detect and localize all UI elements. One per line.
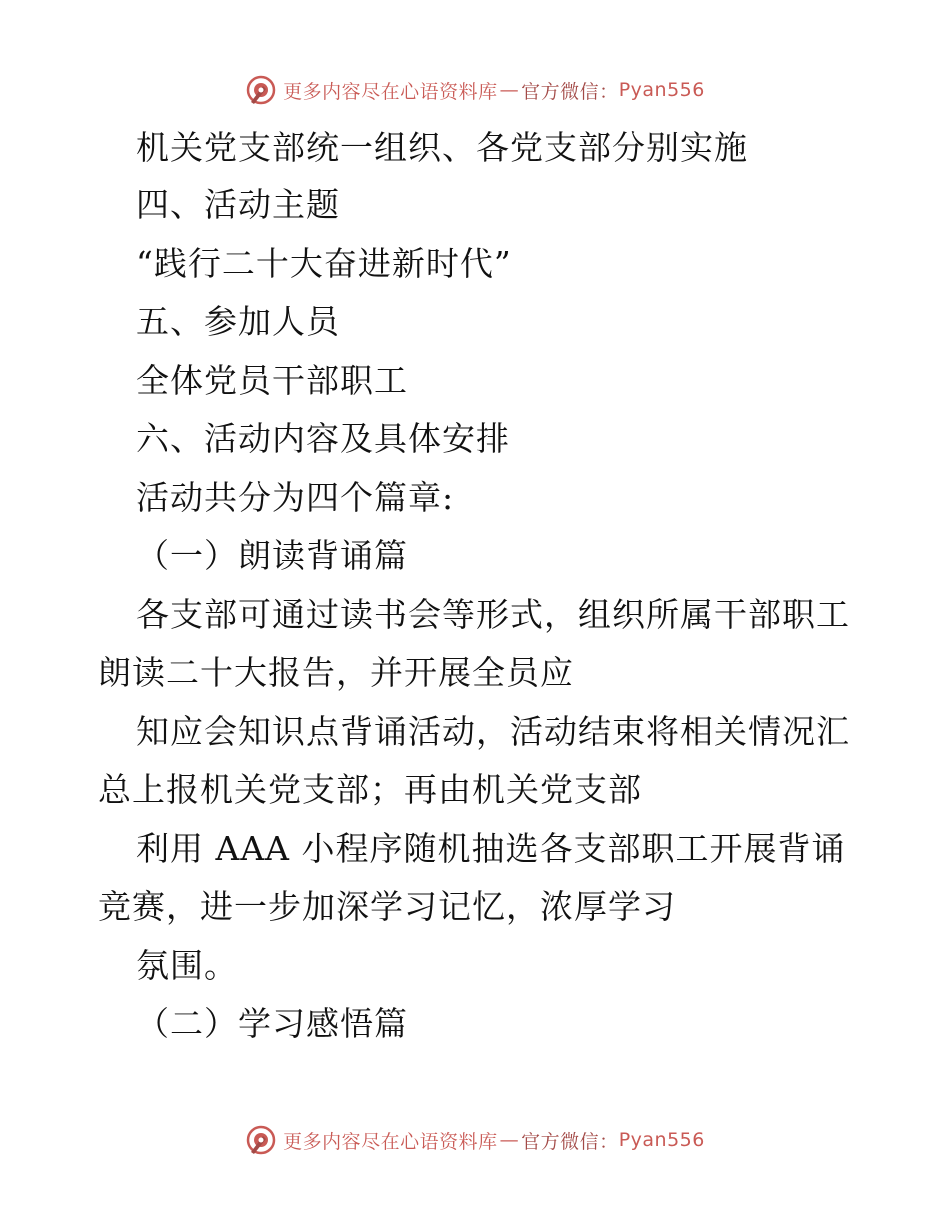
watermark-separator: —: [499, 79, 520, 101]
text-line: 知应会知识点背诵活动，活动结束将相关情况汇: [136, 712, 850, 751]
subsection-heading: （一）朗读背诵篇: [136, 536, 408, 575]
header-watermark: [0, 73, 950, 107]
watermark-separator: —: [499, 1129, 520, 1151]
text-line: 朗读二十大报告，并开展全员应: [98, 653, 574, 692]
section-heading: 六、活动内容及具体安排: [136, 419, 510, 458]
watermark-text: 更多内容尽在心语资料库: [283, 1130, 498, 1153]
theme-text: “践行二十大奋进新时代”: [136, 244, 512, 283]
watermark-official-label: 官方微信：: [521, 1130, 619, 1153]
text-line: 全体党员干部职工: [136, 361, 408, 400]
section-heading: 四、活动主题: [136, 185, 340, 224]
watermark-wechat-id: Pyan556: [618, 79, 705, 101]
watermark-official-label: 官方微信：: [521, 80, 619, 103]
text-line: 总上报机关党支部；再由机关党支部: [98, 770, 642, 809]
pen-logo-icon: [245, 74, 277, 106]
text-line: 利用 AAA 小程序随机抽选各支部职工开展背诵: [136, 829, 846, 868]
subsection-heading: （二）学习感悟篇: [136, 1004, 408, 1043]
watermark-text: 更多内容尽在心语资料库: [283, 80, 498, 103]
footer-watermark: [0, 1123, 950, 1157]
text-line: 氛围。: [136, 946, 238, 985]
section-heading: 五、参加人员: [136, 302, 340, 341]
pen-logo-icon: [245, 1124, 277, 1156]
text-line: 活动共分为四个篇章:: [136, 478, 455, 517]
text-line: 机关党支部统一组织、各党支部分别实施: [136, 128, 748, 167]
text-line: 竞赛，进一步加深学习记忆，浓厚学习: [98, 887, 676, 926]
watermark-wechat-id: Pyan556: [618, 1129, 705, 1151]
text-line: 各支部可通过读书会等形式，组织所属干部职工: [136, 595, 850, 634]
